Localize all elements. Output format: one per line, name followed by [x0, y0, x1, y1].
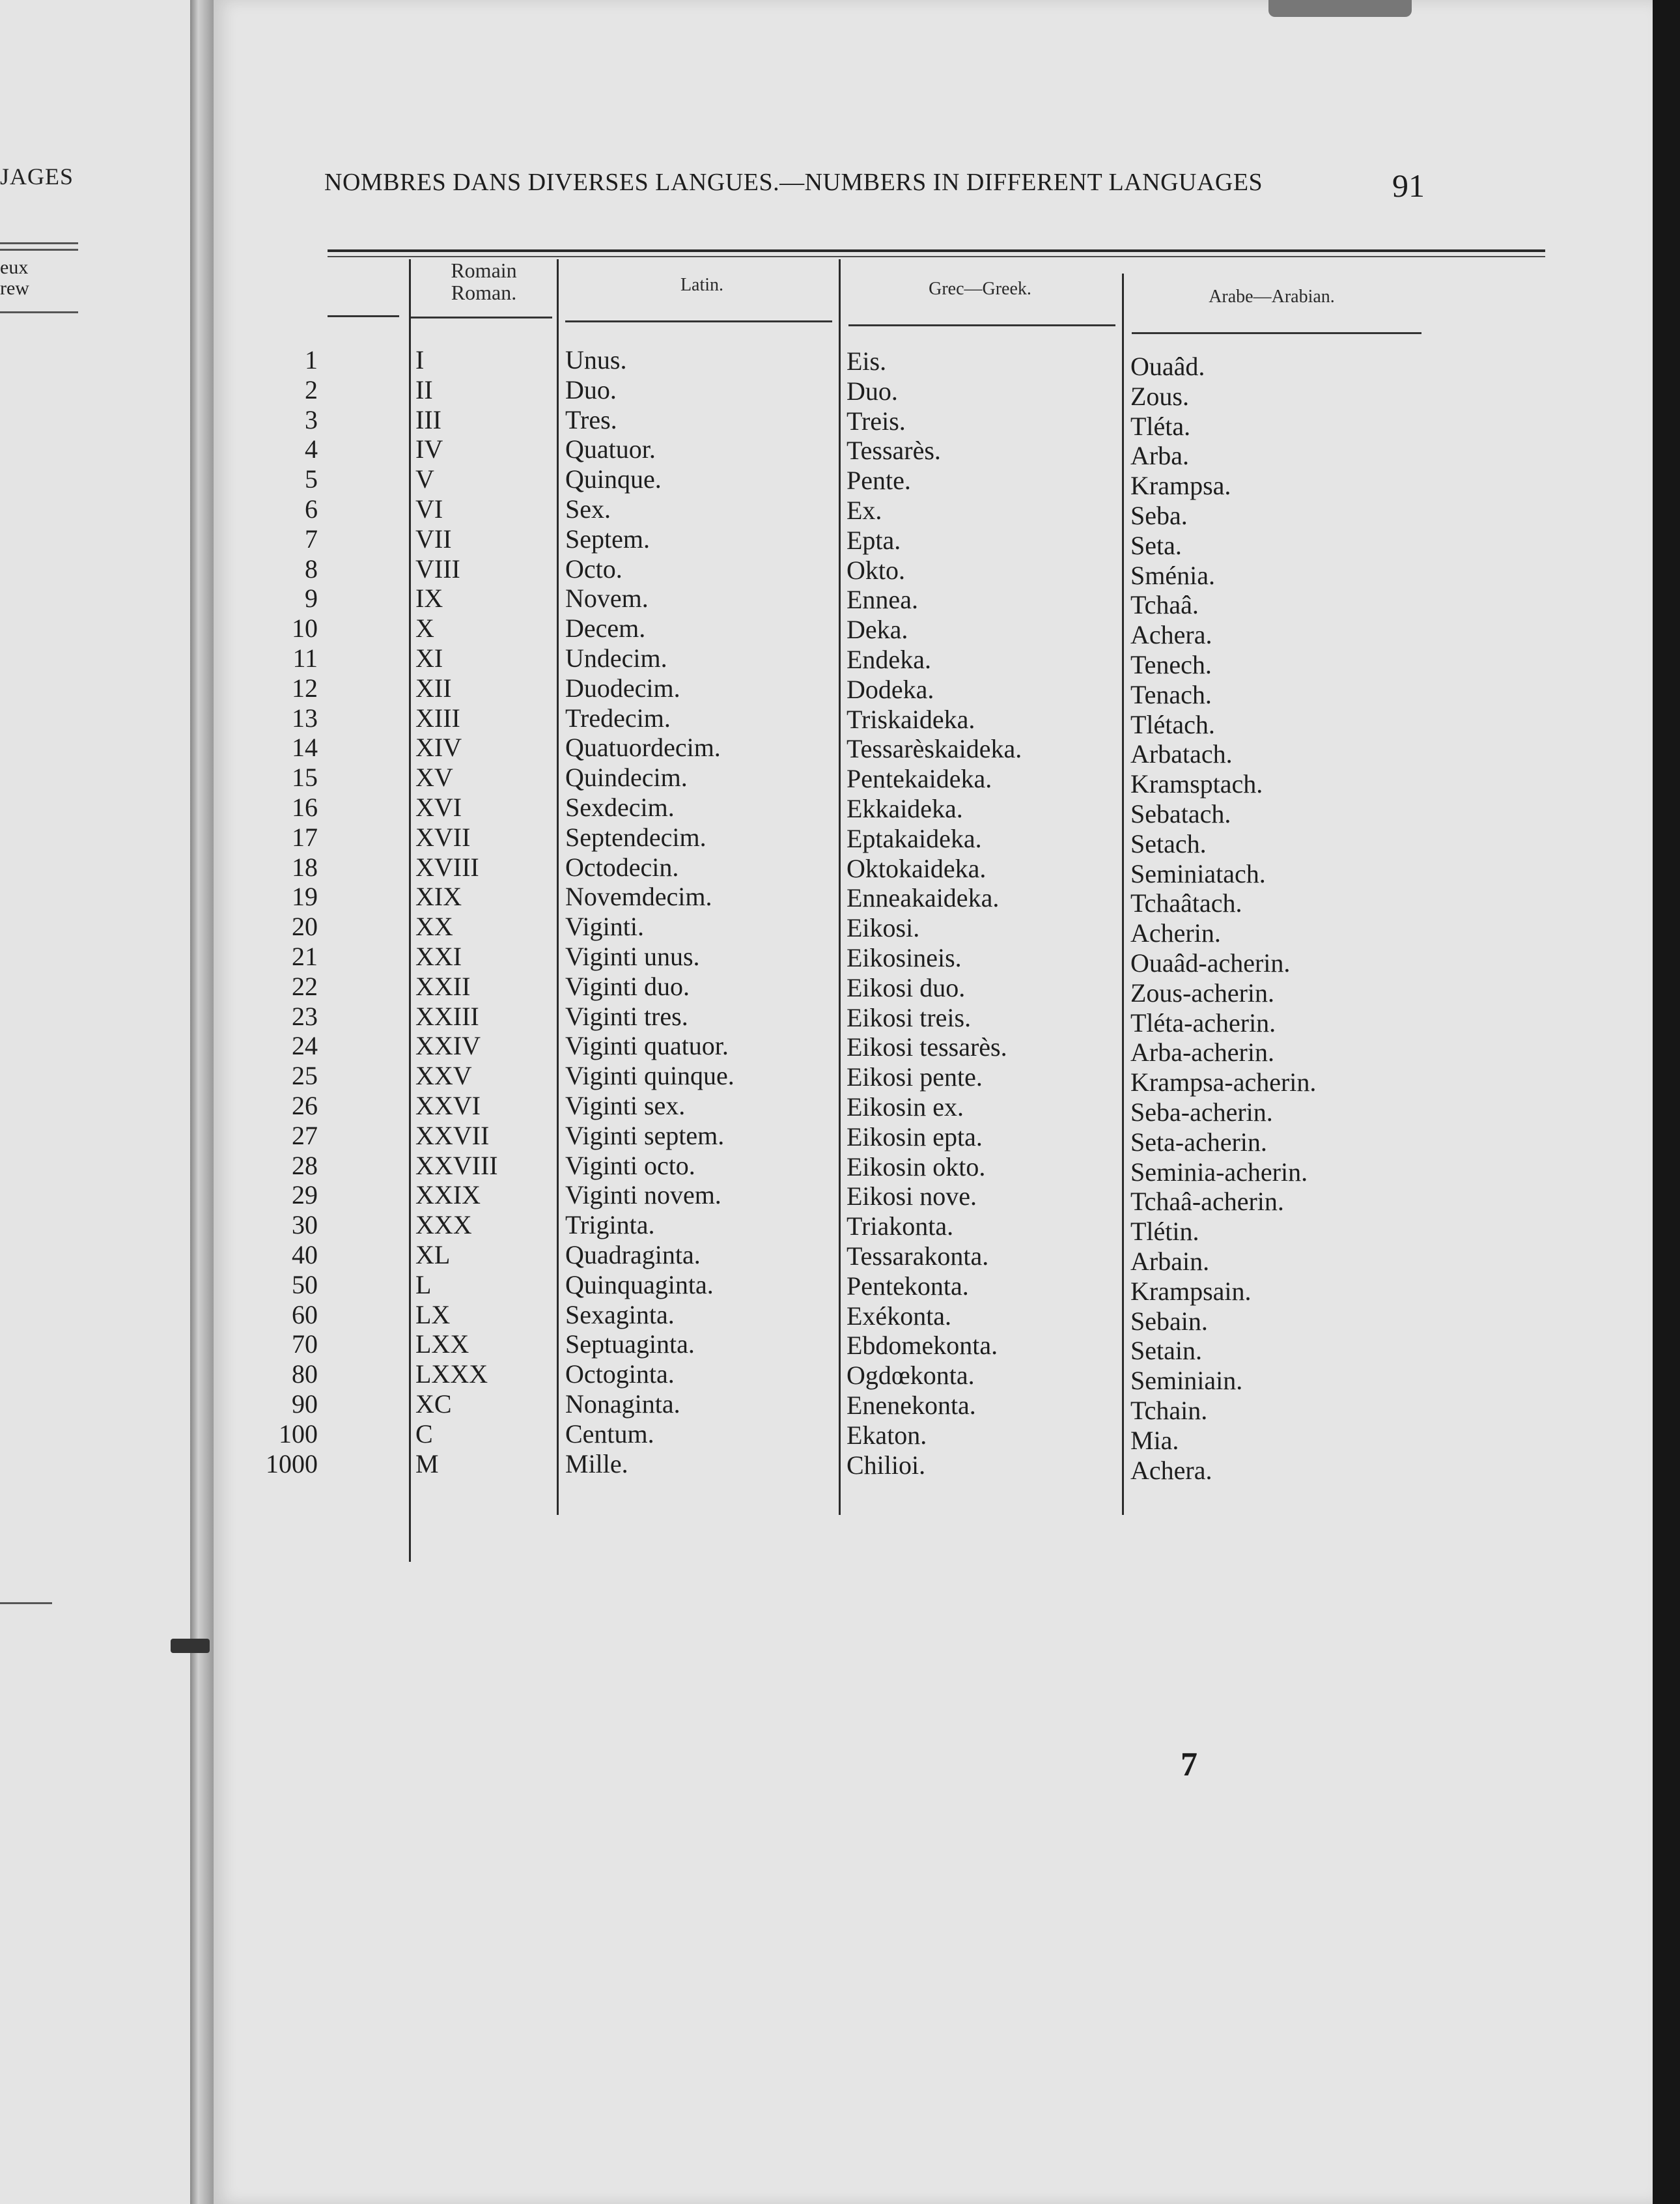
row-number: 50 — [292, 1269, 318, 1299]
row-latin: Centum. — [565, 1419, 654, 1448]
row-arabic: Arbain. — [1130, 1247, 1210, 1276]
row-roman: I — [415, 345, 425, 374]
row-arabic: Tlétin. — [1130, 1217, 1199, 1247]
row-arabic: Ouaâd. — [1130, 352, 1205, 381]
row-greek: Tessarès. — [847, 436, 941, 466]
row-latin: Viginti unus. — [565, 942, 700, 971]
row-roman: XVI — [415, 793, 462, 822]
row-number: 17 — [292, 822, 318, 852]
row-greek: Eikosi duo. — [847, 972, 966, 1002]
row-greek: Ennea. — [847, 585, 918, 615]
row-arabic: Tenech. — [1130, 650, 1212, 679]
header-rule — [565, 320, 832, 322]
row-roman: XL — [415, 1240, 451, 1269]
row-arabic: Arbatach. — [1130, 739, 1233, 769]
row-greek: Eikosin epta. — [847, 1122, 983, 1151]
row-roman: XXVI — [415, 1091, 481, 1120]
row-roman: M — [415, 1448, 439, 1478]
row-arabic: Krampsa. — [1130, 471, 1231, 501]
row-roman: XIX — [415, 882, 462, 912]
header-rule — [848, 324, 1115, 326]
left-page-rule — [0, 311, 78, 313]
row-greek: Oktokaideka. — [847, 853, 987, 883]
row-number: 60 — [292, 1299, 318, 1329]
book-page — [214, 0, 1653, 2204]
row-latin: Mille. — [565, 1448, 628, 1478]
row-greek: Eikosi nove. — [847, 1181, 977, 1211]
row-latin: Viginti quatuor. — [565, 1031, 729, 1061]
binding-clip — [171, 1639, 210, 1653]
row-latin: Quindecim. — [565, 763, 688, 793]
row-greek: Epta. — [847, 525, 901, 555]
row-greek: Chilioi. — [847, 1450, 926, 1480]
row-number: 6 — [305, 494, 318, 524]
row-greek: Eikosi pente. — [847, 1062, 983, 1092]
row-latin: Nonaginta. — [565, 1389, 680, 1419]
row-latin: Quinque. — [565, 464, 662, 494]
row-latin: Septem. — [565, 524, 650, 554]
row-number: 30 — [292, 1210, 318, 1240]
page-clip — [1268, 0, 1412, 17]
row-number: 27 — [292, 1120, 318, 1150]
row-latin: Septuaginta. — [565, 1329, 695, 1359]
row-arabic: Setach. — [1130, 828, 1207, 858]
table-top-rule — [328, 249, 1545, 252]
row-roman: VI — [415, 494, 443, 524]
row-number: 7 — [305, 524, 318, 554]
row-arabic: Tchaâ-acherin. — [1130, 1187, 1284, 1217]
row-latin: Quatuordecim. — [565, 733, 721, 763]
header-roman — [409, 259, 559, 304]
row-greek: Eikosineis. — [847, 943, 962, 972]
row-roman: XX — [415, 912, 453, 942]
left-page-rule — [0, 242, 78, 244]
row-number: 1 — [305, 345, 318, 374]
row-arabic: Sebatach. — [1130, 799, 1231, 828]
page-number: 91 — [1392, 167, 1425, 204]
column-divider — [1122, 274, 1124, 1515]
row-greek: Eikosi tessarès. — [847, 1032, 1007, 1062]
row-roman: XXV — [415, 1061, 472, 1091]
row-latin: Tredecim. — [565, 703, 671, 733]
column-divider — [839, 259, 841, 1515]
row-latin: Viginti. — [565, 912, 644, 942]
row-arabic: Krampsa-acherin. — [1130, 1067, 1317, 1097]
row-number: 23 — [292, 1001, 318, 1031]
row-number: 2 — [305, 374, 318, 404]
row-number: 25 — [292, 1061, 318, 1091]
row-greek: Enenekonta. — [847, 1391, 976, 1420]
row-number: 18 — [292, 852, 318, 882]
row-arabic: Seba-acherin. — [1130, 1097, 1273, 1127]
table-top-rule — [328, 256, 1545, 257]
row-greek: Eptakaideka. — [847, 823, 982, 853]
row-roman: XIII — [415, 703, 460, 733]
row-latin: Duodecim. — [565, 673, 680, 703]
row-roman: XXIV — [415, 1031, 481, 1061]
row-latin: Octo. — [565, 554, 623, 584]
header-roman-line1: Romain — [451, 259, 517, 282]
row-arabic: Ouaâd-acherin. — [1130, 948, 1291, 978]
row-arabic: Achera. — [1130, 620, 1212, 650]
row-roman: XXII — [415, 971, 471, 1001]
row-roman: XC — [415, 1389, 452, 1419]
row-number: 1000 — [266, 1448, 318, 1478]
left-page-column-fragment: eux — [0, 257, 29, 278]
row-latin: Quadraginta. — [565, 1240, 701, 1269]
row-roman: XXX — [415, 1210, 472, 1240]
row-number: 13 — [292, 703, 318, 733]
row-arabic: Tchaâ. — [1130, 590, 1199, 620]
row-greek: Dodeka. — [847, 674, 934, 704]
row-latin: Viginti tres. — [565, 1001, 688, 1031]
header-roman-line2: Roman. — [451, 281, 517, 304]
row-latin: Octoginta. — [565, 1359, 675, 1389]
row-greek: Ebdomekonta. — [847, 1331, 998, 1361]
header-rule — [1132, 332, 1421, 334]
row-latin: Sexdecim. — [565, 793, 675, 822]
row-latin: Viginti septem. — [565, 1120, 725, 1150]
header-rule — [328, 315, 399, 317]
row-greek: Enneakaideka. — [847, 883, 1000, 913]
row-greek: Eikosi treis. — [847, 1002, 972, 1032]
row-roman: C — [415, 1419, 433, 1448]
row-greek: Okto. — [847, 555, 905, 585]
row-roman: XXVIII — [415, 1150, 498, 1180]
row-number: 15 — [292, 763, 318, 793]
row-greek: Exékonta. — [847, 1301, 952, 1331]
row-number: 12 — [292, 673, 318, 703]
row-arabic: Seta-acherin. — [1130, 1127, 1267, 1157]
row-arabic: Arba-acherin. — [1130, 1038, 1274, 1067]
row-latin: Viginti sex. — [565, 1091, 686, 1120]
row-roman: XII — [415, 673, 452, 703]
row-greek: Eikosin okto. — [847, 1151, 986, 1181]
row-number: 21 — [292, 942, 318, 971]
header-arabic: Arabe—Arabian. — [1209, 287, 1335, 307]
left-page-rule — [0, 249, 78, 251]
row-greek: Duo. — [847, 376, 898, 406]
row-latin: Viginti quinque. — [565, 1061, 735, 1091]
row-arabic: Achera. — [1130, 1455, 1212, 1485]
row-roman: XXI — [415, 942, 462, 971]
row-arabic: Seta. — [1130, 530, 1182, 560]
row-number: 29 — [292, 1180, 318, 1210]
row-latin: Unus. — [565, 345, 627, 374]
header-greek: Grec—Greek. — [929, 279, 1031, 299]
row-number: 22 — [292, 971, 318, 1001]
row-latin: Decem. — [565, 614, 646, 643]
row-latin: Novem. — [565, 584, 649, 614]
row-latin: Undecim. — [565, 643, 667, 673]
row-number: 16 — [292, 793, 318, 822]
row-greek: Ekkaideka. — [847, 794, 963, 823]
row-arabic: Krampsain. — [1130, 1276, 1252, 1306]
row-number: 28 — [292, 1150, 318, 1180]
row-latin: Septendecim. — [565, 822, 707, 852]
row-greek: Endeka. — [847, 645, 931, 674]
row-arabic: Sménia. — [1130, 560, 1215, 590]
row-latin: Viginti octo. — [565, 1150, 695, 1180]
row-number: 90 — [292, 1389, 318, 1419]
row-roman: LXXX — [415, 1359, 488, 1389]
row-roman: IV — [415, 434, 443, 464]
row-roman: LX — [415, 1299, 451, 1329]
row-number: 26 — [292, 1091, 318, 1120]
row-arabic: Seminiain. — [1130, 1366, 1243, 1396]
row-number: 5 — [305, 464, 318, 494]
row-latin: Triginta. — [565, 1210, 655, 1240]
row-number: 100 — [279, 1419, 318, 1448]
row-latin: Octodecin. — [565, 852, 679, 882]
left-page-running-head: JAGES — [0, 163, 74, 190]
row-arabic: Seba. — [1130, 501, 1188, 530]
row-arabic: Arba. — [1130, 441, 1189, 471]
row-greek: Eikosin ex. — [847, 1092, 964, 1122]
signature-mark: 7 — [1181, 1746, 1197, 1783]
row-greek: Eis. — [847, 346, 887, 376]
row-arabic: Kramsptach. — [1130, 769, 1263, 799]
row-latin: Viginti novem. — [565, 1180, 721, 1210]
left-page-column-fragment: rew — [0, 277, 29, 299]
row-number: 11 — [292, 643, 318, 673]
row-greek: Deka. — [847, 615, 908, 645]
left-page — [0, 0, 190, 2204]
row-greek: Pentekaideka. — [847, 764, 992, 794]
row-number: 4 — [305, 434, 318, 464]
row-greek: Treis. — [847, 406, 906, 436]
left-page-rule — [0, 1602, 52, 1604]
row-latin: Viginti duo. — [565, 971, 690, 1001]
row-greek: Ekaton. — [847, 1420, 927, 1450]
row-roman: XVII — [415, 822, 471, 852]
row-greek: Pentekonta. — [847, 1271, 969, 1301]
row-roman: II — [415, 374, 433, 404]
row-roman: XI — [415, 643, 443, 673]
row-greek: Pente. — [847, 466, 911, 496]
scan-border — [1653, 0, 1680, 2204]
row-arabic: Tchain. — [1130, 1396, 1208, 1425]
row-roman: LXX — [415, 1329, 469, 1359]
row-roman: VII — [415, 524, 452, 554]
row-arabic: Setain. — [1130, 1336, 1202, 1366]
row-arabic: Tenach. — [1130, 679, 1212, 709]
row-roman: XXIX — [415, 1180, 481, 1210]
row-number: 9 — [305, 584, 318, 614]
row-arabic: Mia. — [1130, 1425, 1179, 1455]
row-greek: Eikosi. — [847, 913, 920, 943]
row-latin: Tres. — [565, 404, 617, 434]
row-arabic: Acherin. — [1130, 918, 1221, 948]
row-arabic: Zous. — [1130, 381, 1189, 411]
row-arabic: Seminia-acherin. — [1130, 1157, 1308, 1187]
row-roman: L — [415, 1269, 432, 1299]
row-number: 8 — [305, 554, 318, 584]
row-number: 19 — [292, 882, 318, 912]
row-roman: V — [415, 464, 434, 494]
column-divider — [557, 259, 559, 1515]
row-greek: Ex. — [847, 496, 882, 525]
row-arabic: Sebain. — [1130, 1306, 1208, 1336]
row-latin: Duo. — [565, 374, 617, 404]
header-latin: Latin. — [680, 275, 724, 295]
row-greek: Triskaideka. — [847, 704, 975, 734]
row-greek: Triakonta. — [847, 1211, 954, 1241]
header-rule — [409, 317, 552, 318]
row-arabic: Seminiatach. — [1130, 858, 1266, 888]
row-roman: X — [415, 614, 434, 643]
row-number: 20 — [292, 912, 318, 942]
row-roman: XIV — [415, 733, 462, 763]
row-greek: Ogdœkonta. — [847, 1361, 975, 1391]
row-number: 14 — [292, 733, 318, 763]
row-arabic: Tlétach. — [1130, 709, 1215, 739]
row-number: 80 — [292, 1359, 318, 1389]
row-number: 3 — [305, 404, 318, 434]
row-latin: Quinquaginta. — [565, 1269, 714, 1299]
row-roman: III — [415, 404, 441, 434]
row-number: 40 — [292, 1240, 318, 1269]
row-arabic: Tléta. — [1130, 411, 1191, 441]
row-greek: Tessarakonta. — [847, 1241, 989, 1271]
row-roman: XVIII — [415, 852, 479, 882]
row-greek: Tessarèskaideka. — [847, 734, 1022, 764]
row-number: 10 — [292, 614, 318, 643]
row-roman: VIII — [415, 554, 460, 584]
row-roman: XV — [415, 763, 453, 793]
row-arabic: Tléta-acherin. — [1130, 1008, 1276, 1038]
book-gutter — [190, 0, 214, 2204]
row-roman: IX — [415, 584, 443, 614]
row-arabic: Tchaâtach. — [1130, 888, 1242, 918]
row-latin: Sex. — [565, 494, 611, 524]
row-roman: XXIII — [415, 1001, 479, 1031]
row-latin: Quatuor. — [565, 434, 656, 464]
row-roman: XXVII — [415, 1120, 490, 1150]
running-head: NOMBRES DANS DIVERSES LANGUES.—NUMBERS IN DIFFERENT LANGUAGES — [324, 169, 1263, 196]
row-latin: Sexaginta. — [565, 1299, 675, 1329]
row-arabic: Zous-acherin. — [1130, 978, 1275, 1008]
row-number: 70 — [292, 1329, 318, 1359]
column-divider — [409, 259, 411, 1562]
row-number: 24 — [292, 1031, 318, 1061]
row-latin: Novemdecim. — [565, 882, 712, 912]
